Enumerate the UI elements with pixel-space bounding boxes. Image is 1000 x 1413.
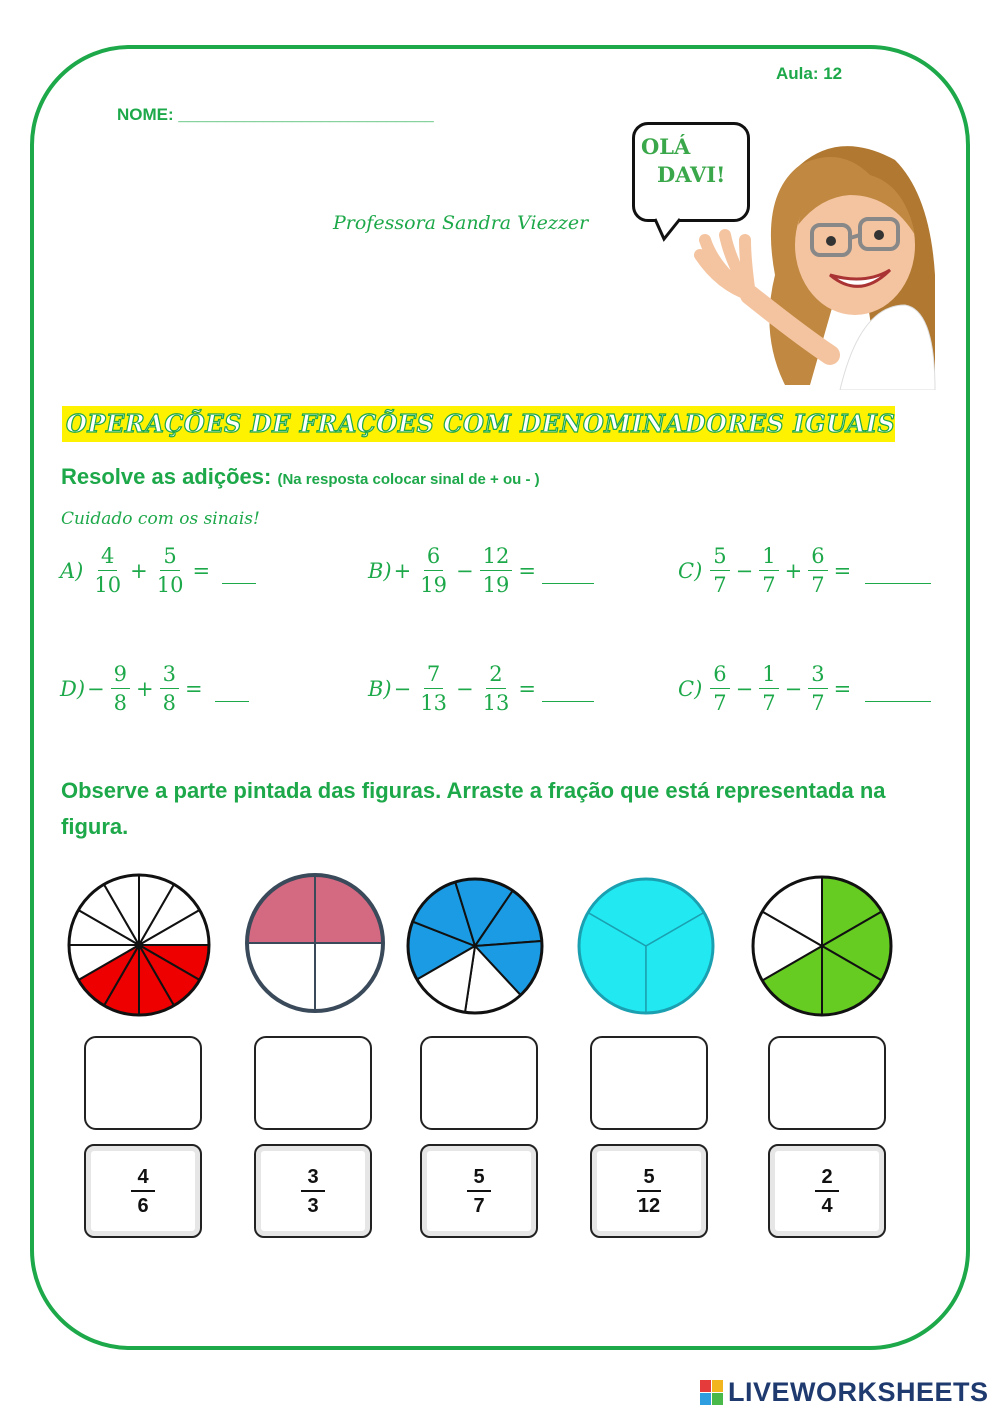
fraction-term [710,546,729,596]
denominator: 13 [420,691,447,715]
numerator: 1 [759,664,778,689]
answer-blank[interactable] [865,677,931,702]
answer-blank[interactable] [222,559,256,584]
name-field[interactable]: NOME: ___________________________ [117,105,434,124]
tile-numerator: 4 [131,1167,154,1192]
denominator: 7 [811,573,825,597]
bubble-line-1: OLÁ [641,134,691,159]
fraction-term [480,546,513,596]
tile-numerator: 5 [467,1167,490,1192]
fraction-term [111,664,130,714]
numerator: 3 [160,664,179,689]
fraction-term [759,546,778,596]
equals-sign: = [185,677,203,701]
exercise-label: A) [60,559,84,583]
worksheet-title: OPERAÇÕES DE FRAÇÕES COM DENOMINADORES IGUAIS [66,409,896,438]
drop-zone-1[interactable] [84,1036,202,1130]
pie-center [135,941,143,949]
exercise-c [678,546,931,596]
teacher-avatar-icon [690,135,940,390]
fraction-term [710,664,729,714]
fraction-term [808,664,827,714]
liveworksheets-logo [700,1377,989,1408]
tile-denominator: 12 [637,1194,661,1217]
operator: − [735,559,754,583]
equals-sign: = [518,559,536,583]
bubble-line-2: DAVI! [657,162,726,187]
operator: − [455,559,474,583]
fraction-tile[interactable] [420,1144,538,1238]
operator: + [784,559,803,583]
drop-zone-2[interactable] [254,1036,372,1130]
leading-sign: − [393,677,412,701]
operator: − [455,677,474,701]
answer-blank[interactable] [542,677,594,702]
fraction-tile[interactable] [84,1144,202,1238]
tile-numerator: 3 [301,1167,324,1192]
instruction-figures: Observe a parte pintada das figuras. Arraste a fração que está representada na figura. [61,778,886,839]
denominator: 7 [811,691,825,715]
leading-sign: − [87,677,105,701]
instruction-main: Resolve as adições: [61,464,272,489]
exercise-label: C) [678,559,703,583]
denominator: 7 [762,691,776,715]
operator: + [130,559,148,583]
fraction-tile[interactable] [254,1144,372,1238]
title-banner [62,406,895,442]
answer-blank[interactable] [865,559,931,584]
fraction-term [160,664,179,714]
operator: − [735,677,754,701]
bubble-tail-icon [650,215,690,245]
tile-denominator: 6 [137,1194,149,1217]
equals-sign: = [518,677,536,701]
exercise-label: D) [60,677,86,701]
fraction-tile[interactable] [768,1144,886,1238]
equals-sign: = [833,677,852,701]
operator: + [136,677,154,701]
numerator: 2 [486,664,505,689]
teacher-signature: Professora Sandra Viezzer [333,212,589,234]
numerator: 1 [759,546,778,571]
caution-note: Cuidado com os sinais! [61,509,260,529]
numerator: 6 [710,664,729,689]
fraction-term [417,546,450,596]
operator: − [784,677,803,701]
tile-denominator: 4 [821,1194,833,1217]
fraction-term [480,664,513,714]
exercise-label: B) [368,677,392,701]
denominator: 7 [713,573,727,597]
denominator: 7 [713,691,727,715]
denominator: 8 [113,691,128,715]
leading-sign: + [393,559,412,583]
denominator: 13 [482,691,510,715]
denominator: 19 [420,573,447,597]
exercise-label: C) [678,677,703,701]
tile-denominator: 3 [307,1194,319,1217]
fraction-term [154,546,187,596]
instruction-addition [61,464,540,490]
fraction-term [417,664,450,714]
numerator: 3 [808,664,827,689]
exercise-e [368,664,594,714]
drop-zone-3[interactable] [420,1036,538,1130]
fraction-term [91,546,124,596]
equals-sign: = [833,559,852,583]
denominator: 7 [762,573,776,597]
numerator: 5 [160,546,179,571]
numerator: 6 [424,546,443,571]
numerator: 7 [424,664,443,689]
denominator: 10 [94,573,122,597]
equals-sign: = [192,559,211,583]
numerator: 5 [710,546,729,571]
fraction-term [808,546,827,596]
tile-numerator: 2 [815,1167,838,1192]
numerator: 9 [111,664,130,689]
numerator: 6 [808,546,827,571]
drop-zone-5[interactable] [768,1036,886,1130]
answer-blank[interactable] [215,677,249,702]
instruction-note: (Na resposta colocar sinal de + ou - ) [277,471,540,488]
lesson-number: Aula: 12 [776,64,843,83]
figure-4 [576,876,716,1016]
tile-denominator: 7 [473,1194,485,1217]
numerator: 12 [480,546,513,571]
figure-5 [750,874,894,1018]
exercise-a [60,546,256,596]
exercise-d [60,664,249,714]
denominator: 10 [156,573,184,597]
tile-numerator: 5 [637,1167,660,1192]
exercise-label: B) [368,559,392,583]
logo-mark-icon [700,1380,724,1406]
fraction-tile[interactable] [590,1144,708,1238]
logo-text: LIVEWORKSHEETS [728,1377,989,1407]
exercise-b [368,546,594,596]
fraction-term [759,664,778,714]
figure-1 [66,872,212,1018]
denominator: 19 [482,573,510,597]
drop-zone-4[interactable] [590,1036,708,1130]
figure-2 [244,872,386,1014]
figure-3 [405,876,545,1016]
numerator: 4 [98,546,117,571]
exercise-f [678,664,931,714]
answer-blank[interactable] [542,559,594,584]
denominator: 8 [162,691,176,715]
